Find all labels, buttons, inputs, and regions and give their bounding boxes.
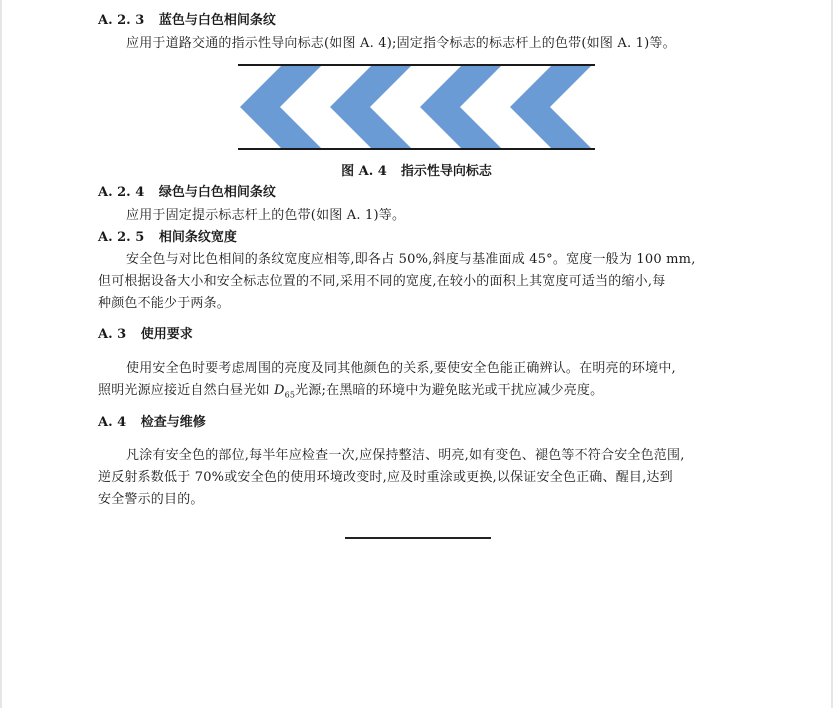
paragraph-a25-line1: 安全色与对比色相间的条纹宽度应相等,即各占 50%,斜度与基准面成 45°。宽度一般为 100 mm, — [126, 252, 696, 267]
heading-title: 相间条纹宽度 — [158, 230, 237, 245]
illuminant-symbol: D — [273, 383, 285, 398]
heading-title: 使用要求 — [140, 327, 193, 342]
heading-title: 蓝色与白色相间条纹 — [158, 13, 276, 28]
blue-chevron-stripe — [240, 66, 321, 148]
paragraph-a24: 应用于固定提示标志杆上的色带(如图 A. 1)等。 — [126, 208, 406, 223]
heading-a4 — [98, 411, 206, 430]
paragraph-a4-line1: 凡涂有安全色的部位,每半年应检查一次,应保持整洁、明亮,如有变色、褪色等不符合安全色范围, — [126, 448, 685, 463]
text-fragment: 光源;在黑暗的环境中为避免眩光或干扰应减少亮度。 — [295, 383, 604, 398]
text-fragment: 照明光源应接近自然白昼光如 — [98, 383, 274, 398]
heading-title: 绿色与白色相间条纹 — [158, 185, 276, 200]
figure-bottom-line — [238, 148, 595, 150]
heading-number: A. 4 — [98, 415, 127, 430]
paragraph-a25-line3: 种颜色不能少于两条。 — [98, 296, 231, 311]
blue-chevron-stripe — [510, 66, 591, 148]
blue-chevron-stripe — [330, 66, 411, 148]
heading-title: 检查与维修 — [140, 415, 206, 430]
heading-number: A. 3 — [98, 327, 127, 342]
heading-a3 — [98, 323, 193, 342]
heading-a25 — [98, 226, 237, 245]
heading-number: A. 2. 4 — [98, 185, 145, 200]
chevron-stripe-graphic — [238, 64, 595, 150]
page-edge-left — [0, 0, 2, 708]
paragraph-a23: 应用于道路交通的指示性导向标志(如图 A. 4);固定指令标志的标志杆上的色带(如图 A. 1)等。 — [126, 36, 676, 51]
paragraph-a3-line1: 使用安全色时要考虑周围的亮度及同其他颜色的关系,要使安全色能正确辨认。在明亮的环境中, — [126, 361, 676, 376]
paragraph-a25-line2: 但可根据设备大小和安全标志位置的不同,采用不同的宽度,在较小的面积上其宽度可适当的缩小,每 — [98, 274, 666, 289]
heading-number: A. 2. 5 — [98, 230, 145, 245]
figure-title: 指示性导向标志 — [400, 164, 492, 179]
heading-a23 — [98, 9, 276, 28]
figure-number: 图 A. 4 — [341, 164, 387, 179]
paragraph-a3-line2 — [98, 379, 603, 400]
chevron-group — [238, 66, 591, 148]
heading-a24 — [98, 181, 276, 200]
illuminant-subscript: 65 — [284, 390, 296, 400]
figure-caption — [0, 160, 833, 179]
figure-top-line — [238, 64, 595, 66]
end-of-standard-rule — [345, 537, 491, 539]
directional-guide-sign-figure — [238, 64, 595, 150]
paragraph-a4-line3: 安全警示的目的。 — [98, 492, 204, 507]
blue-chevron-stripe — [420, 66, 501, 148]
heading-number: A. 2. 3 — [98, 13, 145, 28]
paragraph-a4-line2: 逆反射系数低于 70%或安全色的使用环境改变时,应及时重涂或更换,以保证安全色正确、醒目,达到 — [98, 470, 673, 485]
